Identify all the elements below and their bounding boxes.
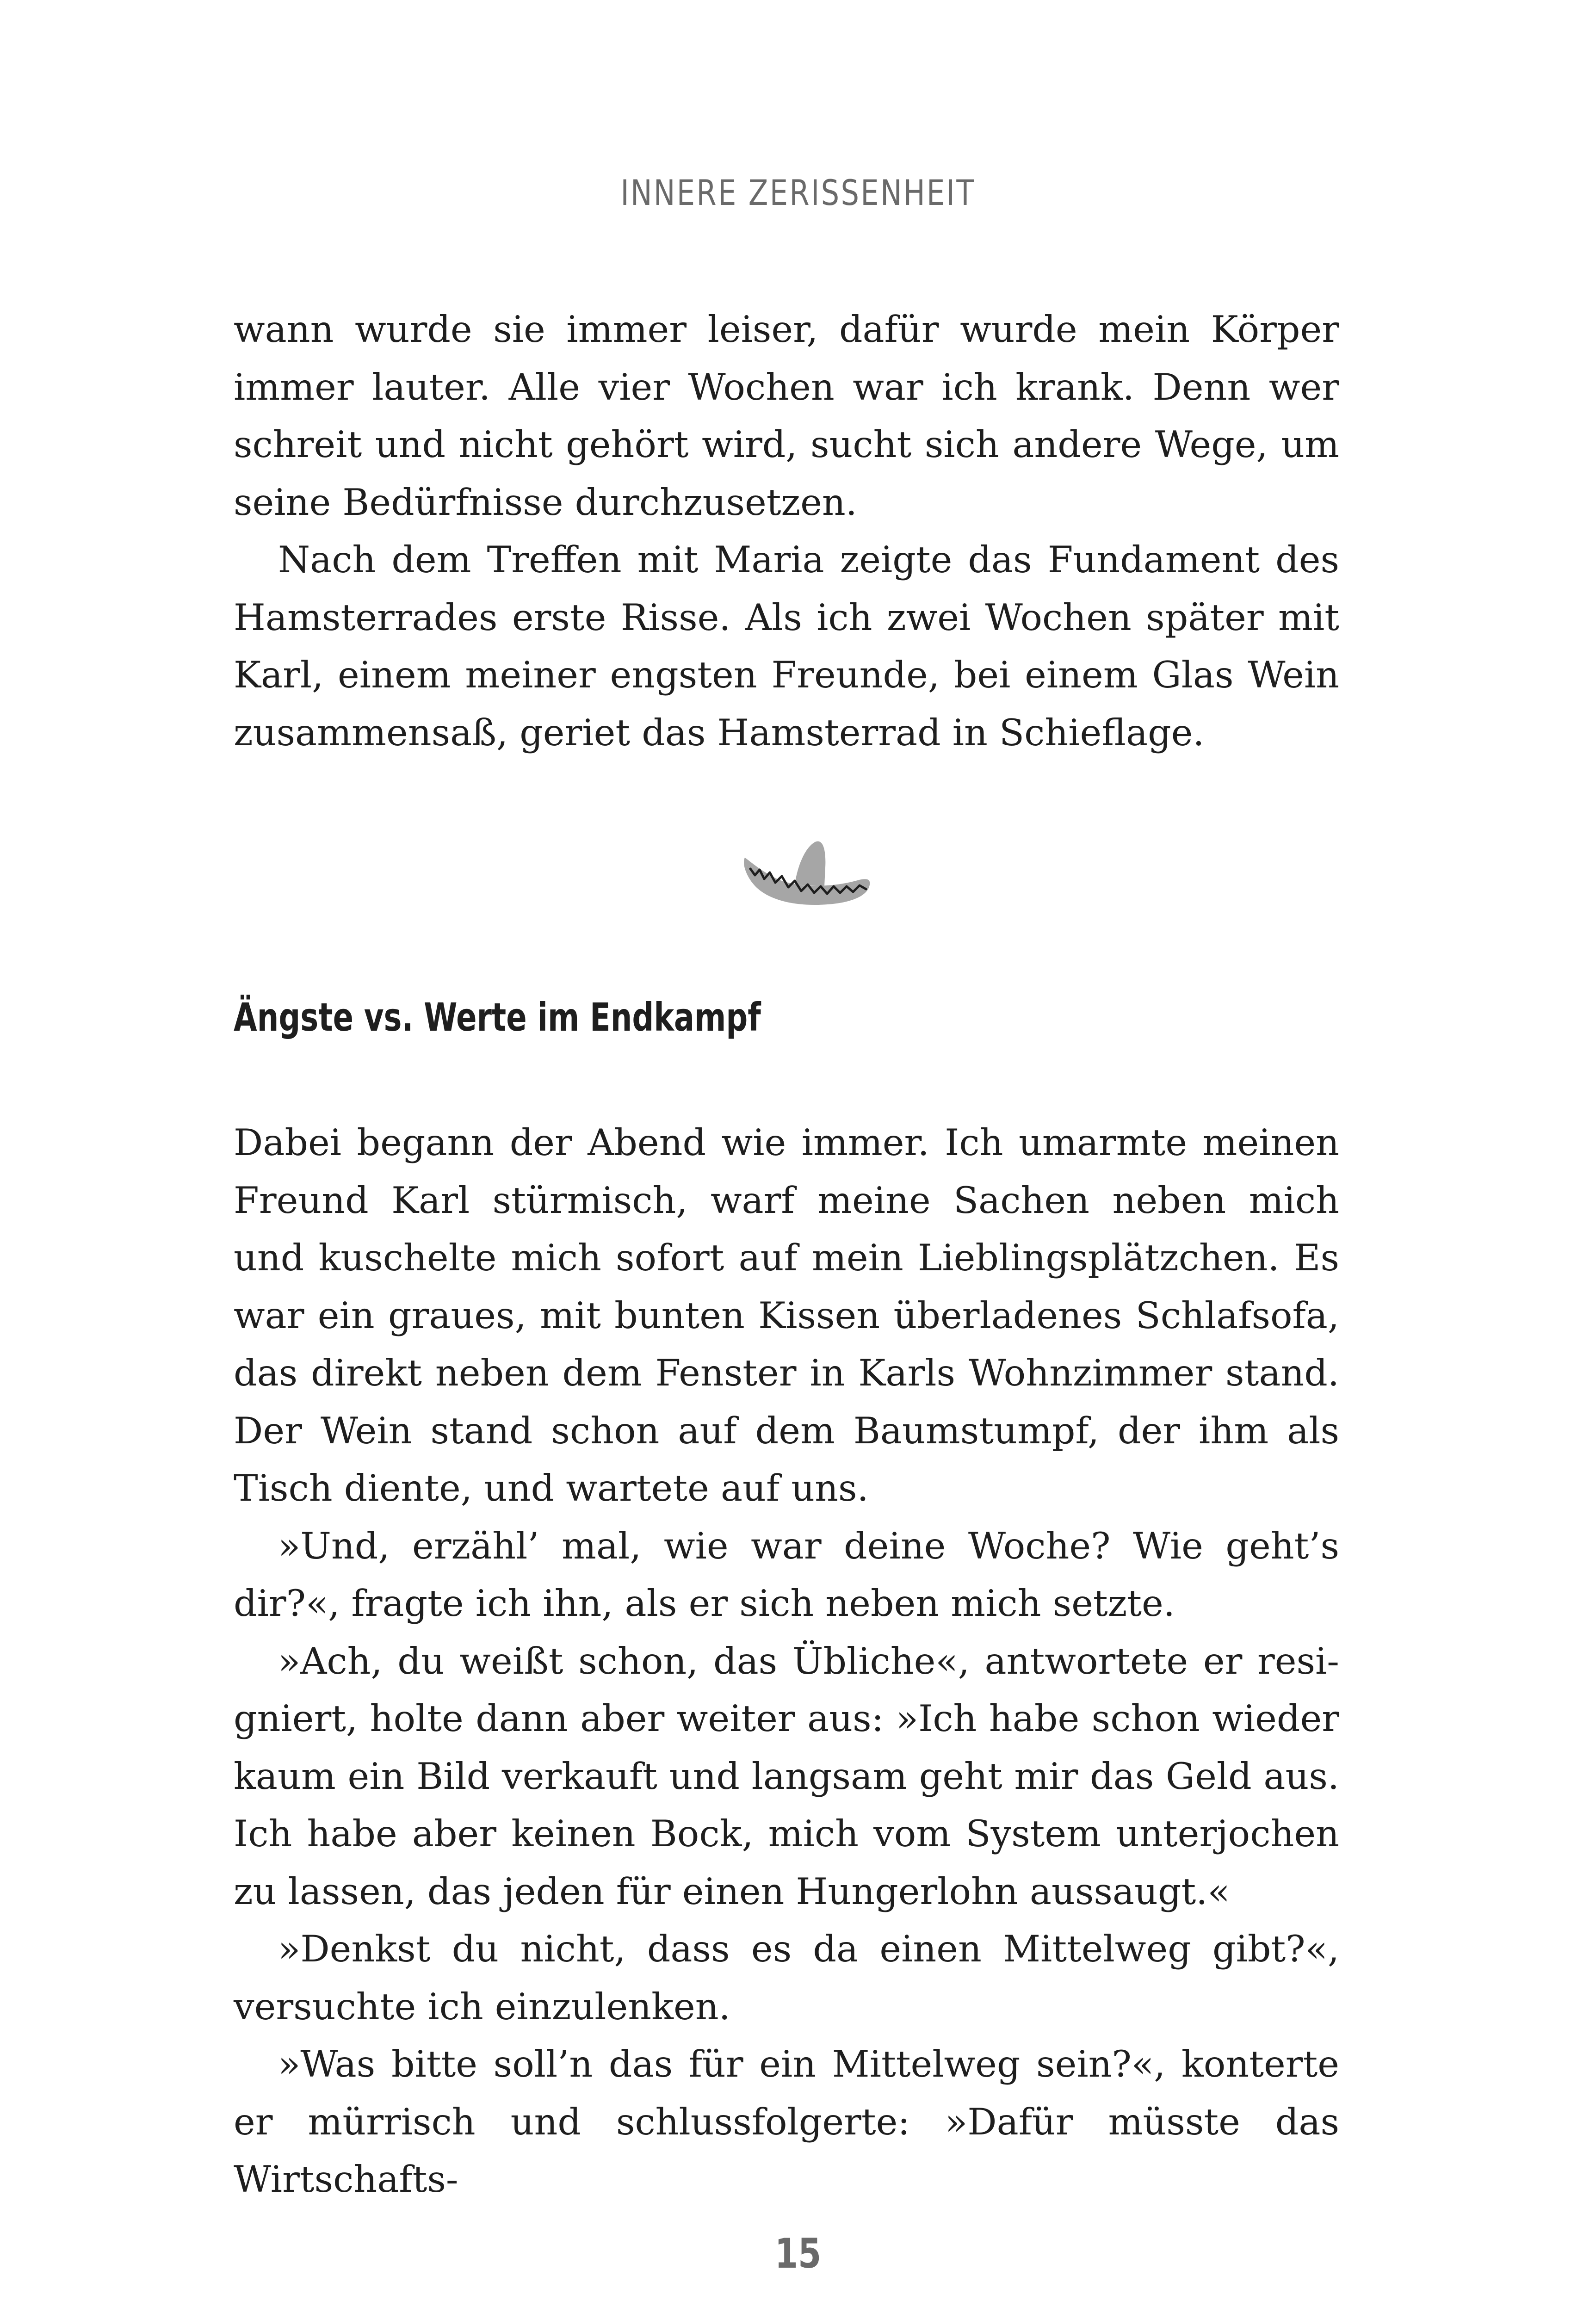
section-heading: Ängste vs. Werte im Endkampf	[234, 995, 761, 1040]
page-number: 15	[774, 2230, 822, 2277]
paragraph: »Ach, du weißt schon, das Übliche«, antwortete er resigniert, holte dann aber weiter aus: »Ich habe schon wieder kaum ein Bild verkauft und langsam geht mir das Geld aus. Ich habe aber keinen Bock, mich vom System unterjochen zu lassen, das jeden für einen Hungerlohn aussaugt.«	[234, 1639, 1339, 1913]
body-text-top	[234, 301, 1339, 761]
paragraph: Nach dem Treffen mit Maria zeigte das Fundament des Hamsterrades erste Risse. Als ich zwei Wochen später mit Karl, einem meiner engsten Freunde, bei einem Glas Wein zusammensaß, geriet das Hamsterrad in Schieflage.	[234, 538, 1339, 754]
body-text-bottom	[234, 1114, 1339, 2208]
paragraph: wann wurde sie immer leiser, dafür wurde mein Körper immer lauter. Alle vier Wochen war ich krank. Denn wer schreit und nicht gehört wird, sucht sich andere Wege, um seine Bedürfnisse durchzusetzen.	[234, 308, 1339, 524]
paragraph: »Denkst du nicht, dass es da einen Mittelweg gibt?«, versuchte ich einzulenken.	[234, 1928, 1339, 2028]
paragraph: »Und, erzähl’ mal, wie war deine Woche? Wie geht’s dir?«, fragte ich ihn, als er sich neben mich setzte.	[234, 1524, 1339, 1625]
running-head: INNERE ZERISSENHEIT	[620, 172, 976, 213]
sombrero-icon	[740, 823, 874, 911]
paragraph: Dabei begann der Abend wie immer. Ich umarmte meinen Freund Karl stürmisch, warf meine Sachen neben mich und kuschelte mich sofort auf mein Lieblingsplätzchen. Es war ein graues, mit bunten Kissen überladenes Schlafsofa, das direkt neben dem Fenster in Karls Wohnzimmer stand. Der Wein stand schon auf dem Baumstumpf, der ihm als Tisch diente, und wartete auf uns.	[234, 1121, 1339, 1509]
sombrero-crown	[795, 841, 825, 886]
paragraph: »Was bitte soll’n das für ein Mittelweg sein?«, konterte er mürrisch und schlussfolgerte: »Dafür müsste das Wirtschafts-	[234, 2043, 1339, 2201]
